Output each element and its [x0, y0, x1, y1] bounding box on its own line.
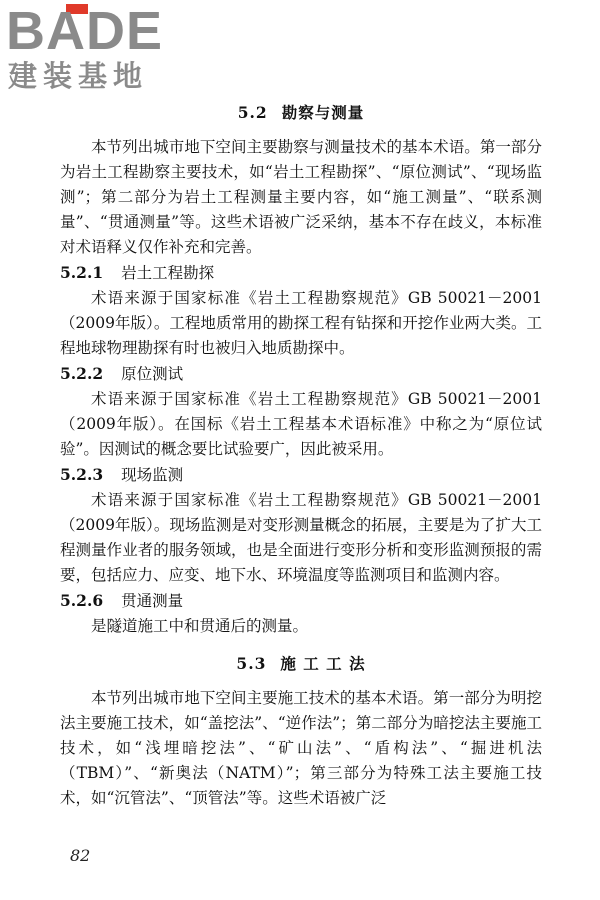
page-body	[60, 98, 542, 811]
bade-logo	[6, 1, 186, 96]
term-heading-5-2-3	[60, 462, 542, 488]
logo-subtitle: 建装基地	[8, 59, 149, 93]
term-number: 5.2.2	[60, 364, 104, 383]
section-5-3-title	[60, 651, 542, 676]
term-number: 5.2.6	[60, 591, 104, 610]
term-name: 现场监测	[121, 466, 184, 484]
term-name: 贯通测量	[121, 592, 184, 610]
section-number: 5.3	[236, 654, 267, 673]
term-heading-5-2-2	[60, 361, 542, 387]
term-text-5-2-3: 术语来源于国家标准《岩土工程勘察规范》GB 50021－2001（2009年版）。现场监测是对变形测量概念的拓展，主要是为了扩大工程测量作业者的服务领域，也是全面进行变形分析和变形监测预报的需要，包括应力、应变、地下水、环境温度等监测项目和监测内容。	[60, 491, 542, 584]
term-text-5-2-2: 术语来源于国家标准《岩土工程勘察规范》GB 50021－2001（2009年版）。在国标《岩土工程基本术语标准》中称之为“原位试验”。因测试的概念要比试验要广，因此被采用。	[60, 390, 542, 458]
section-title-text: 施 工 工 法	[280, 654, 366, 673]
term-text-5-2-6: 是隧道施工中和贯通后的测量。	[91, 617, 309, 635]
section-number: 5.2	[237, 103, 268, 122]
page-number: 82	[70, 846, 91, 865]
term-name: 原位测试	[121, 365, 184, 383]
term-number: 5.2.3	[60, 465, 104, 484]
term-heading-5-2-6	[60, 588, 542, 614]
section-spacer	[60, 639, 542, 649]
section-5-3-intro: 本节列出城市地下空间主要施工技术的基本术语。第一部分为明挖法主要施工技术，如“盖挖法”、“逆作法”；第二部分为暗挖法主要施工技术，如“浅埋暗挖法”、“矿山法”、“盾构法”、“掘进机法（TBM）”、“新奥法（NATM）”；第三部分为特殊工法主要施工技术，如“沉管法”、“顶管法”等。这些术语被广泛	[60, 689, 542, 807]
term-heading-5-2-1	[60, 260, 542, 286]
section-title-text: 勘察与测量	[281, 103, 365, 122]
section-5-2-intro: 本节列出城市地下空间主要勘察与测量技术的基本术语。第一部分为岩土工程勘察主要技术，如“岩土工程勘探”、“原位测试”、“现场监测”；第二部分为岩土工程测量主要内容，如“施工测量”、“联系测量”、“贯通测量”等。这些术语被广泛采纳，基本不存在歧义，本标准对术语释义仅作补充和完善。	[60, 138, 542, 256]
logo-wordmark: BADE	[6, 1, 164, 61]
term-name: 岩土工程勘探	[121, 264, 215, 282]
term-number: 5.2.1	[60, 263, 104, 282]
term-text-5-2-1: 术语来源于国家标准《岩土工程勘察规范》GB 50021－2001（2009年版）。工程地质常用的勘探工程有钻探和开挖作业两大类。工程地球物理勘探有时也被归入地质勘探中。	[60, 289, 542, 357]
section-5-2-title	[60, 100, 542, 125]
